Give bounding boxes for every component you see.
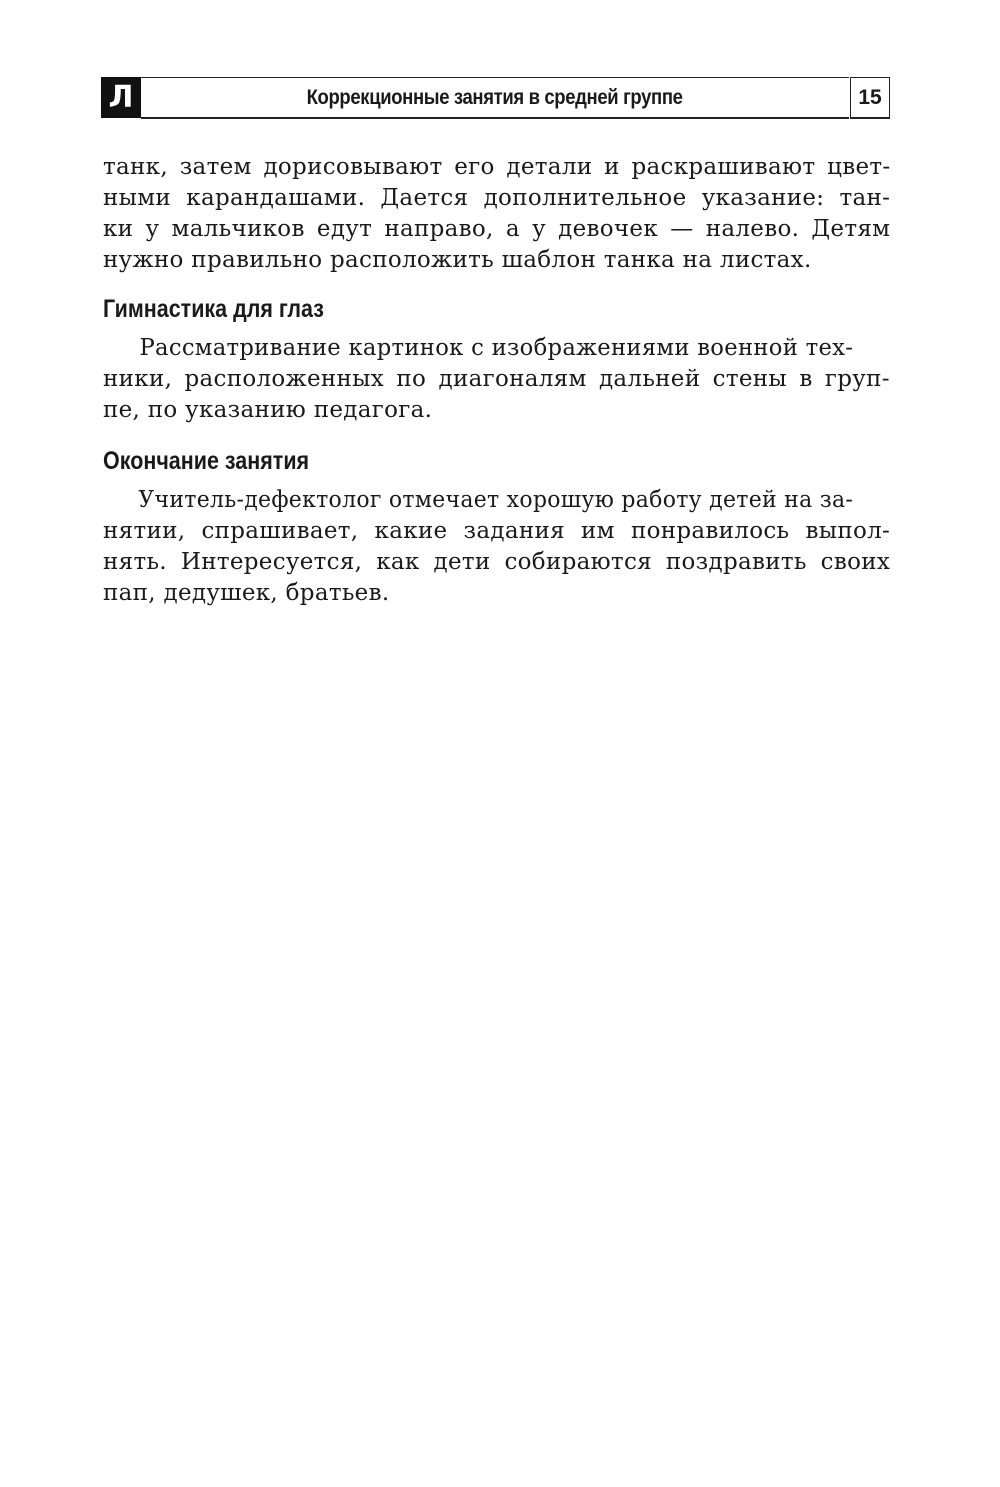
- text-line: ки у мальчиков едут направо, а у девочек — налево. Детям: [103, 216, 891, 242]
- text-line: пап, дедушек, братьев.: [103, 580, 390, 606]
- text-line: пе, по указанию педагога.: [103, 397, 433, 423]
- section-heading-eye-gymnastics: Гимнастика для глаз: [103, 295, 324, 323]
- text-line: ными карандашами. Дается дополнительное указание: тан-: [103, 185, 891, 211]
- page-number-box: [850, 77, 890, 119]
- text-line: Учитель-дефектолог отмечает хорошую работу детей на за-: [138, 487, 854, 513]
- header-title-box: [141, 77, 849, 119]
- header-title: Коррекционные занятия в средней группе: [307, 85, 683, 109]
- text-line: нужно правильно расположить шаблон танка на листах.: [103, 247, 812, 273]
- page-body: [103, 152, 890, 609]
- lesson-end-paragraph: [103, 485, 890, 609]
- eye-gymnastics-paragraph: [103, 333, 890, 426]
- text-line: Рассматривание картинок с изображениями военной тех-: [139, 335, 854, 361]
- text-line: нятии, спрашивает, какие задания им понравилось выпол-: [103, 518, 891, 544]
- text-line: ники, расположенных по диагоналям дальней стены в груп-: [103, 366, 890, 392]
- section-heading-lesson-end: Окончание занятия: [103, 447, 310, 475]
- text-line: нять. Интересуется, как дети собираются поздравить своих: [103, 549, 891, 575]
- page-number: 15: [858, 85, 882, 109]
- running-header: [101, 77, 890, 118]
- section-letter-badge: Л: [101, 77, 141, 118]
- intro-paragraph: [103, 152, 890, 276]
- text-line: танк, затем дорисовывают его детали и раскрашивают цвет-: [103, 154, 891, 180]
